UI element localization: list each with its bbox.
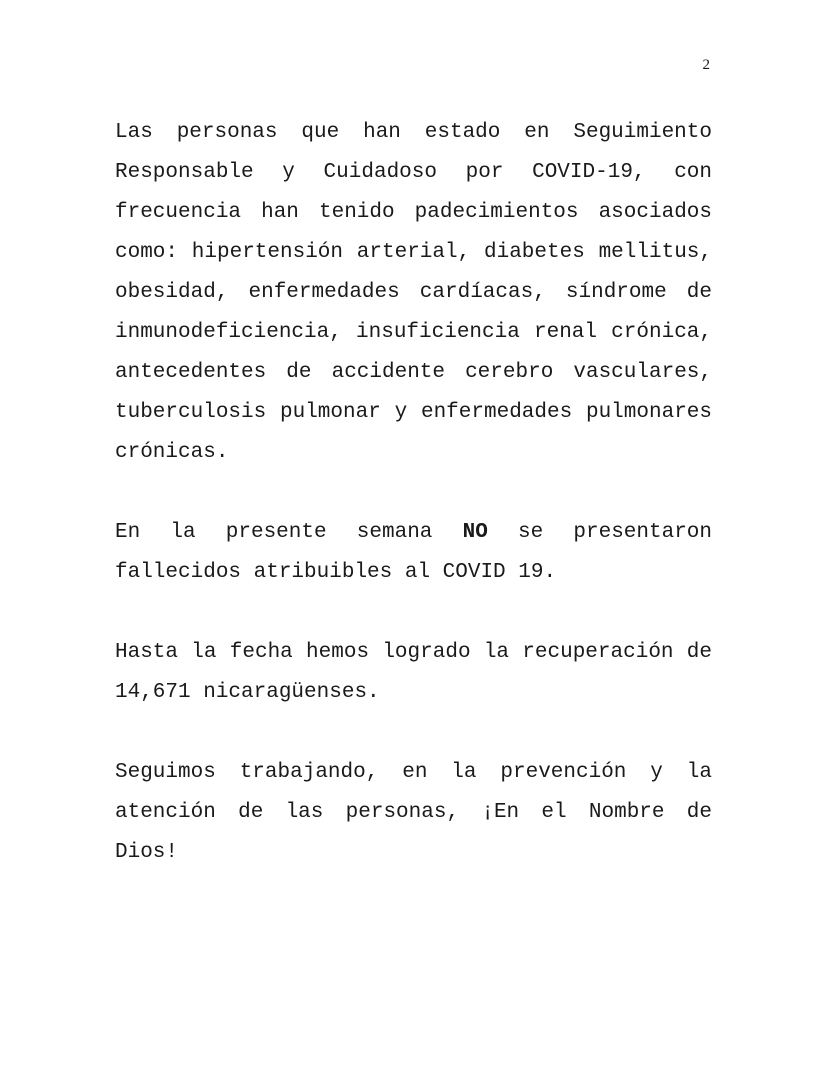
paragraph-closing: Seguimos trabajando, en la prevención y la atención de las personas, ¡En el Nombre de Dios! (115, 761, 712, 864)
document-body (115, 113, 712, 873)
paragraph-comorbidities: Las personas que han estado en Seguimiento Responsable y Cuidadoso por COVID-19, con frecuencia han tenido padecimientos asociados como: hipertensión arterial, diabetes mellitus, obesidad, enfermedades cardíacas, síndrome de inmunodeficiencia, insuficiencia renal crónica, antecedentes de accidente cerebro vasculares, tuberculosis pulmonar y enfermedades pulmonares crónicas. (115, 121, 712, 464)
deaths-text-after: se presentaron fallecidos atribuibles al COVID 19. (115, 521, 713, 584)
page-number: 2 (702, 57, 710, 73)
deaths-text-before: En la presente semana (115, 521, 463, 544)
paragraph-recoveries: Hasta la fecha hemos logrado la recuperación de 14,671 nicaragüenses. (115, 641, 712, 704)
deaths-emphasis: NO (462, 521, 488, 544)
paragraph-deaths (115, 513, 712, 593)
